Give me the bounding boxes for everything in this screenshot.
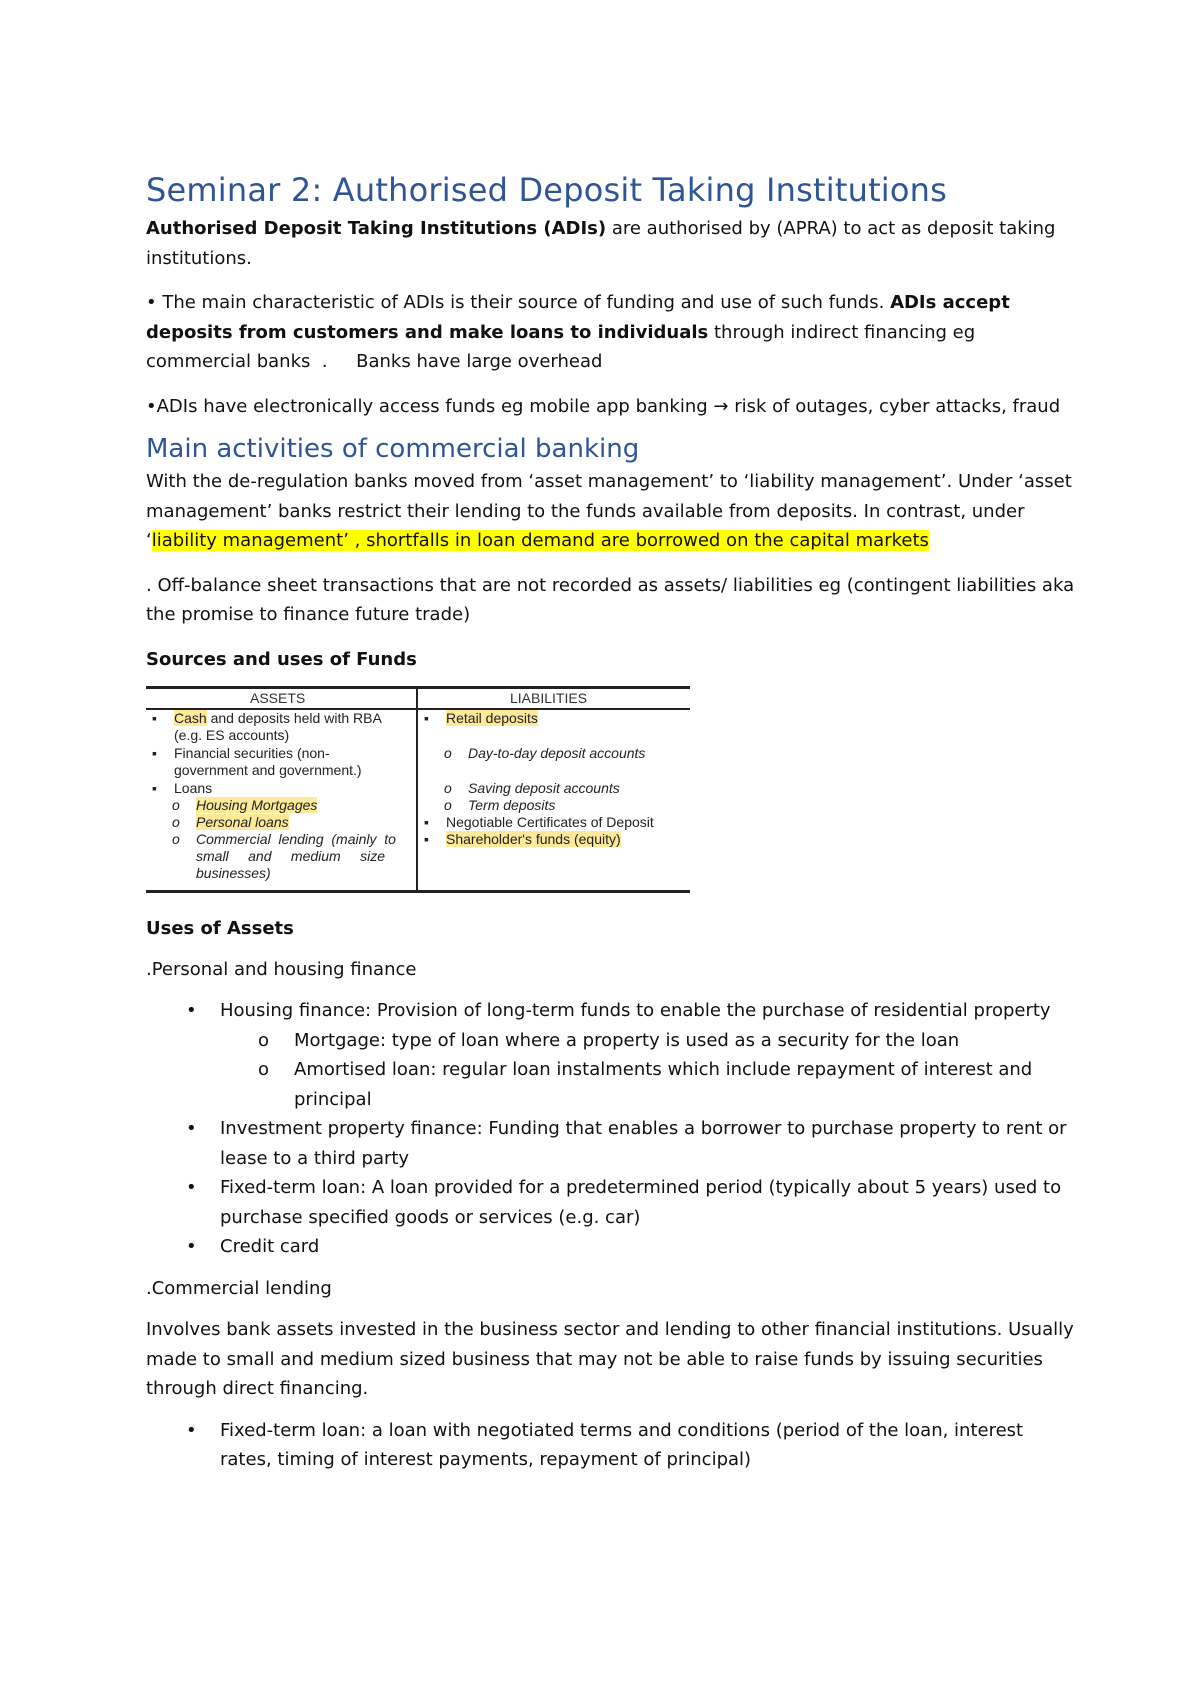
assets-header: ASSETS <box>250 689 306 706</box>
intro-bold: Authorised Deposit Taking Institutions (ADIs) <box>146 218 607 239</box>
asset-personal-highlight: Personal loans <box>196 813 289 830</box>
asset-bullet: ▪ <box>152 779 157 796</box>
asset-circle: o <box>172 813 180 830</box>
liability-circle: o <box>444 744 452 761</box>
asset-loans: Loans <box>174 779 213 796</box>
deregulation-highlight: liability management’ , shortfalls in loan demand are borrowed on the capital markets <box>151 530 929 551</box>
bullet-electronic: •ADIs have electronically access funds eg mobile app banking → risk of outages, cyber attacks, fraud <box>146 395 1061 417</box>
list-item-text: Fixed-term loan: A loan provided for a predetermined period (typically about 5 years) used to purchase specified goods or services (e.g. car) <box>220 1177 1062 1228</box>
liability-circle: o <box>444 796 452 813</box>
liability-ncd: Negotiable Certificates of Deposit <box>446 813 654 830</box>
bullet-characteristic-bold: ADIs accept deposits from customers and make loans to individuals <box>146 292 1010 343</box>
circle-bullet-icon: o <box>258 1059 270 1080</box>
circle-bullet-icon: o <box>258 1029 270 1051</box>
bullet-icon: • <box>186 1118 197 1139</box>
bullet-characteristic <box>146 288 1076 377</box>
asset-cash-note: (e.g. ES accounts) <box>174 726 290 743</box>
liability-bullet: ▪ <box>424 709 429 726</box>
section-heading-commercial-banking: Main activities of commercial banking <box>146 434 640 464</box>
sub-list-item-text: Amortised loan: regular loan instalments which include repayment of interest and principal <box>294 1059 1033 1110</box>
list-item-text: Credit card <box>220 1236 320 1257</box>
intro-rest: are authorised by (APRA) to act as deposit taking institutions. <box>146 218 1056 269</box>
liability-retail-deposits <box>446 710 538 727</box>
asset-cash-highlight: Cash <box>174 709 207 726</box>
asset-cash <box>174 710 382 727</box>
liability-bullet: ▪ <box>424 813 429 830</box>
asset-commercial-lending-cont: small and medium size <box>196 847 386 864</box>
uses-of-assets-heading: Uses of Assets <box>146 917 294 939</box>
bullet-icon: • <box>186 1000 197 1021</box>
asset-financial-securities: Financial securities (non- <box>174 744 330 761</box>
sources-uses-heading: Sources and uses of Funds <box>146 648 417 670</box>
asset-housing-mortgages <box>196 797 317 814</box>
asset-bullet: ▪ <box>152 709 157 726</box>
list-item <box>146 1232 1076 1262</box>
asset-commercial-lending: Commercial lending (mainly to <box>196 830 396 847</box>
list-item-text: Investment property finance: Funding that enables a borrower to purchase property to rent or lease to a third party <box>220 1118 1067 1169</box>
liability-day-to-day: Day-to-day deposit accounts <box>468 744 646 761</box>
commercial-lending-paragraph: Involves bank assets invested in the business sector and lending to other financial institutions. Usually made to small and medium sized business that may not be able to raise funds by issuing securities through direct financing. <box>146 1319 1074 1399</box>
personal-finance-list <box>146 996 1076 1262</box>
liability-equity <box>446 831 621 848</box>
list-item-text: Fixed-term loan: a loan with negotiated terms and conditions (period of the loan, interest rates, timing of interest payments, repayment of principal) <box>220 1419 1024 1470</box>
liability-saving: Saving deposit accounts <box>468 779 620 796</box>
bullet-characteristic-rest: through indirect financing eg commercial banks . Banks have large overhead <box>146 321 981 372</box>
list-item-text: Housing finance: Provision of long-term funds to enable the purchase of residential property <box>220 1000 1051 1021</box>
table-bottom-rule <box>146 890 690 893</box>
sub-list-item <box>146 1026 1076 1056</box>
personal-housing-heading: .Personal and housing finance <box>146 958 417 980</box>
liability-term: Term deposits <box>468 796 556 813</box>
liability-equity-highlight: Shareholder's funds (equity) <box>446 830 621 847</box>
table-column-divider <box>416 686 418 892</box>
asset-circle: o <box>172 830 180 847</box>
list-item <box>146 1416 1076 1475</box>
bullet-icon: • <box>186 1419 197 1441</box>
asset-financial-securities-cont: government and government.) <box>174 761 362 778</box>
commercial-lending-list <box>146 1416 1076 1475</box>
page-title: Seminar 2: Authorised Deposit Taking Institutions <box>146 171 948 209</box>
sub-list-item <box>146 1055 1076 1114</box>
liability-bullet: ▪ <box>424 830 429 847</box>
asset-cash-rest: and deposits held with RBA <box>206 709 382 726</box>
asset-commercial-lending-end: businesses) <box>196 864 271 881</box>
asset-circle: o <box>172 796 180 813</box>
list-item <box>146 1173 1076 1232</box>
list-item <box>146 996 1076 1026</box>
bullet-icon: • <box>186 1236 197 1257</box>
asset-personal-loans <box>196 814 289 831</box>
asset-bullet: ▪ <box>152 744 157 761</box>
intro-paragraph <box>146 214 1076 273</box>
sources-uses-table <box>146 686 690 894</box>
bullet-characteristic-text: • The main characteristic of ADIs is their source of funding and use of such funds. <box>146 292 891 313</box>
deregulation-paragraph <box>146 467 1076 556</box>
sub-list-item-text: Mortgage: type of loan where a property is used as a security for the loan <box>294 1029 960 1051</box>
asset-housing-highlight: Housing Mortgages <box>196 796 318 813</box>
table-top-rule <box>146 686 690 689</box>
liability-retail-highlight: Retail deposits <box>446 709 538 726</box>
document-page <box>146 168 1076 1475</box>
bullet-icon: • <box>186 1177 197 1198</box>
list-item <box>146 1114 1076 1173</box>
deregulation-text: With the de-regulation banks moved from ‘asset management’ to ‘liability management’. Under ‘asset management’ banks restrict their lending to the funds available from deposits. In contrast, under ‘ <box>146 471 1072 551</box>
liability-circle: o <box>444 779 452 796</box>
commercial-lending-heading: .Commercial lending <box>146 1277 332 1299</box>
liabilities-header: LIABILITIES <box>510 689 588 706</box>
off-balance-paragraph: . Off-balance sheet transactions that are not recorded as assets/ liabilities eg (contingent liabilities aka the promise to finance future trade) <box>146 574 1075 625</box>
